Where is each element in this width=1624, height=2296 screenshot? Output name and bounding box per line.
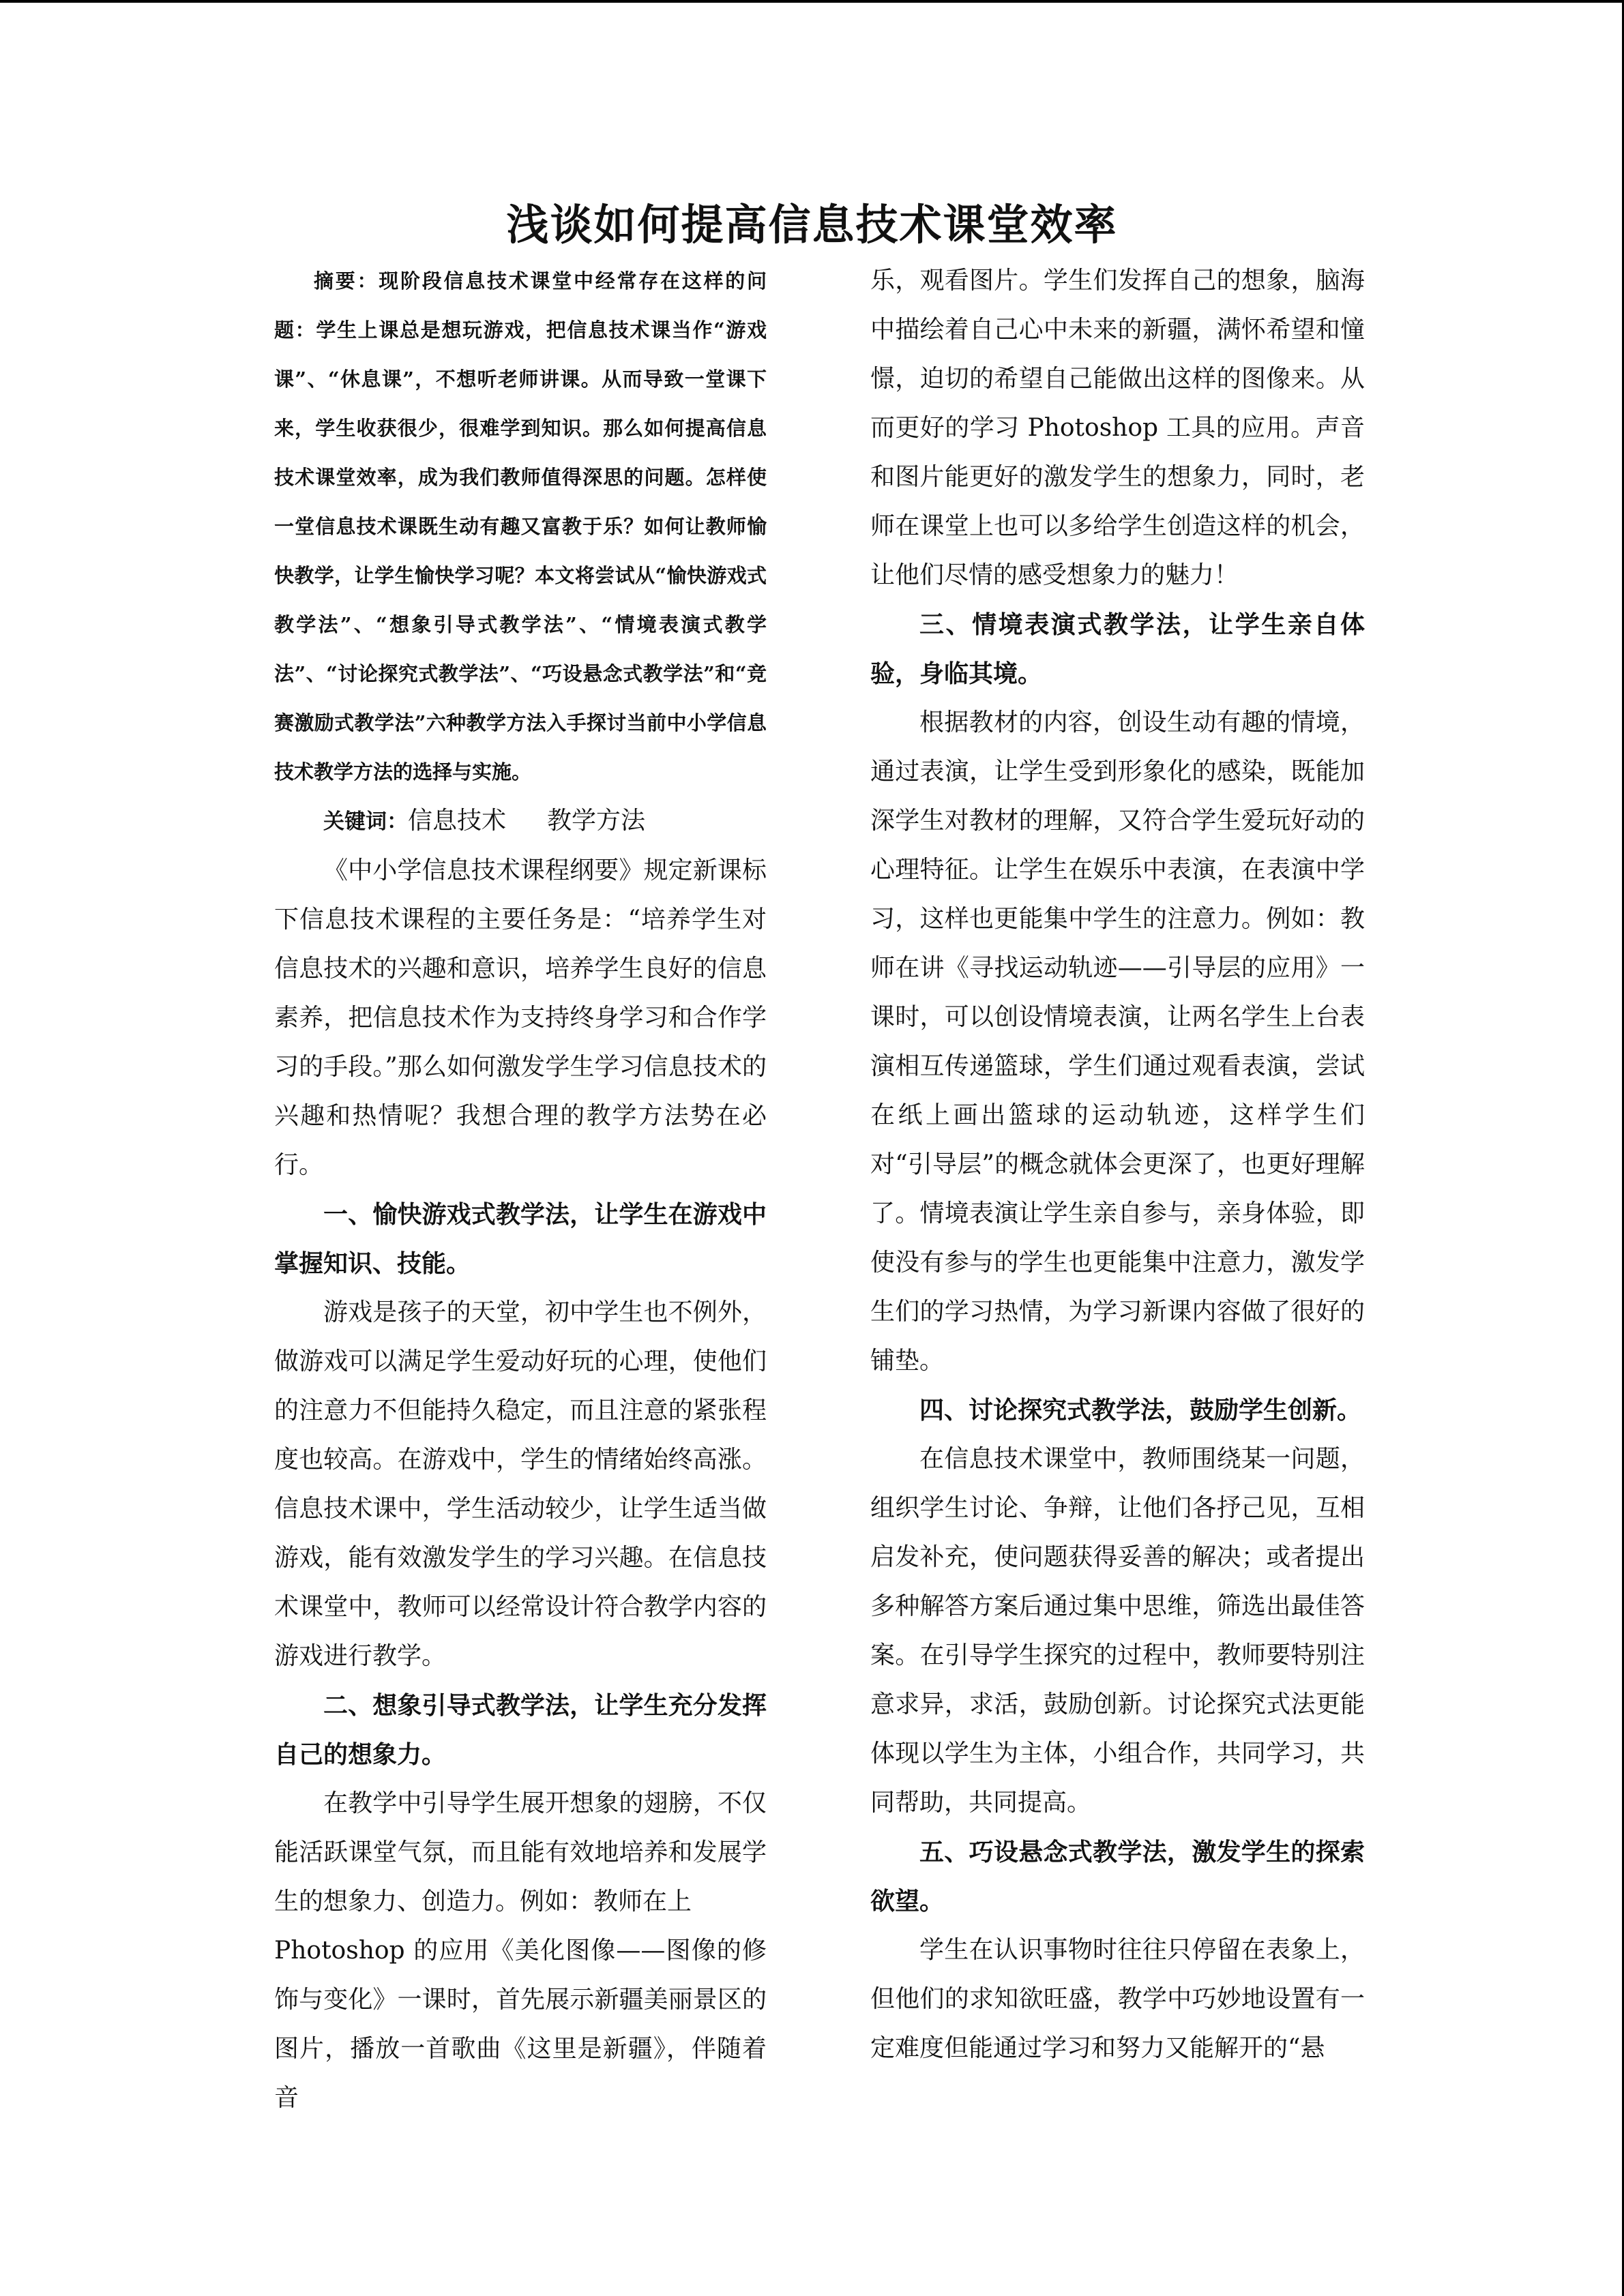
right-column <box>870 256 1365 2073</box>
keywords <box>274 796 767 846</box>
abstract-text: 现阶段信息技术课堂中经常存在这样的问题：学生上课总是想玩游戏，把信息技术课当作“游戏课”、“休息课”，不想听老师讲课。从而导致一堂课下来，学生收获很少，很难学到知识。那么如何提高信息技术课堂效率，成为我们教师值得深思的问题。怎样使一堂信息技术课既生动有趣又富教于乐？如何让教师愉快教学，让学生愉快学习呢？本文将尝试从“愉快游戏式教学法”、“想象引导式教学法”、“情境表演式教学法”、“讨论探究式教学法”、“巧设悬念式教学法”和“竞赛激励式教学法”六种教学方法入手探讨当前中小学信息技术教学方法的选择与实施。 <box>274 269 767 784</box>
page-top-border <box>0 0 1624 3</box>
section-heading-3: 三、情境表演式教学法，让学生亲自体验，身临其境。 <box>870 610 1365 688</box>
section-4-paragraph: 在信息技术课堂中，教师围绕某一问题，组织学生讨论、争辩，让他们各抒己见，互相启发补充，使问题获得妥善的解决；或者提出多种解答方案后通过集中思维，筛选出最佳答案。在引导学生探究的过程中，教师要特别注意求异，求活，鼓励创新。讨论探究式法更能体现以学生为主体，小组合作，共同学习，共同帮助，共同提高。 <box>870 1445 1365 1817</box>
intro-paragraph: 《中小学信息技术课程纲要》规定新课标下信息技术课程的主要任务是：“培养学生对信息技术的兴趣和意识，培养学生良好的信息素养，把信息技术作为支持终身学习和合作学习的手段。”那么如何激发学生学习信息技术的兴趣和热情呢？我想合理的教学方法势在必行。 <box>274 856 767 1179</box>
section-1-paragraph: 游戏是孩子的天堂，初中学生也不例外，做游戏可以满足学生爱动好玩的心理，使他们的注意力不但能持久稳定，而且注意的紧张程度也较高。在游戏中，学生的情绪始终高涨。信息技术课中，学生活动较少，让学生适当做游戏，能有效激发学生的学习兴趣。在信息技术课堂中，教师可以经常设计符合教学内容的游戏进行教学。 <box>274 1298 767 1670</box>
abstract-label: 摘要： <box>314 269 379 293</box>
section-heading-4: 四、讨论探究式教学法，鼓励学生创新。 <box>919 1396 1362 1425</box>
section-2-paragraph-end: 乐，观看图片。学生们发挥自己的想象，脑海中描绘着自己心中未来的新疆，满怀希望和憧憬，迫切的希望自己能做出这样的图像来。从而更好的学习 Photoshop 工具的应用。声音和图片能更好的激发学生的想象力，同时，老师在课堂上也可以多给学生创造这样的机会，让他们尽情的感受想象力的魅力！ <box>870 267 1365 589</box>
section-2-paragraph-continued: Photoshop 的应用《美化图像——图像的修饰与变化》一课时，首先展示新疆美丽景区的图片，播放一首歌曲《这里是新疆》，伴随着音 <box>274 1937 767 2112</box>
section-5-paragraph: 学生在认识事物时往往只停留在表象上，但他们的求知欲旺盛，教学中巧妙地设置有一定难度但能通过学习和努力又能解开的“悬 <box>870 1936 1365 2062</box>
left-column <box>274 256 767 2123</box>
section-3-paragraph: 根据教材的内容，创设生动有趣的情境，通过表演，让学生受到形象化的感染，既能加深学生对教材的理解，又符合学生爱玩好动的心理特征。让学生在娱乐中表演，在表演中学习，这样也更能集中学生的注意力。例如：教师在讲《寻找运动轨迹——引导层的应用》一课时，可以创设情境表演，让两名学生上台表演相互传递篮球，学生们通过观看表演，尝试在纸上画出篮球的运动轨迹，这样学生们对“引导层”的概念就体会更深了，也更好理解了。情境表演让学生亲自参与，亲身体验，即使没有参与的学生也更能集中注意力，激发学生们的学习热情，为学习新课内容做了很好的铺垫。 <box>870 709 1365 1375</box>
section-heading-1: 一、愉快游戏式教学法，让学生在游戏中掌握知识、技能。 <box>274 1200 767 1278</box>
abstract <box>274 256 767 796</box>
keyword-1: 信息技术 <box>408 807 507 835</box>
article-title: 浅谈如何提高信息技术课堂效率 <box>506 200 1118 250</box>
keyword-2: 教学方法 <box>547 807 646 835</box>
keywords-label: 关键词： <box>323 809 408 834</box>
section-heading-5: 五、巧设悬念式教学法，激发学生的探索欲望。 <box>870 1838 1365 1915</box>
section-heading-2: 二、想象引导式教学法，让学生充分发挥自己的想象力。 <box>274 1691 767 1769</box>
section-2-paragraph-start: 在教学中引导学生展开想象的翅膀，不仅能活跃课堂气氛，而且能有效地培养和发展学生的想象力、创造力。例如：教师在上 <box>274 1789 767 1915</box>
